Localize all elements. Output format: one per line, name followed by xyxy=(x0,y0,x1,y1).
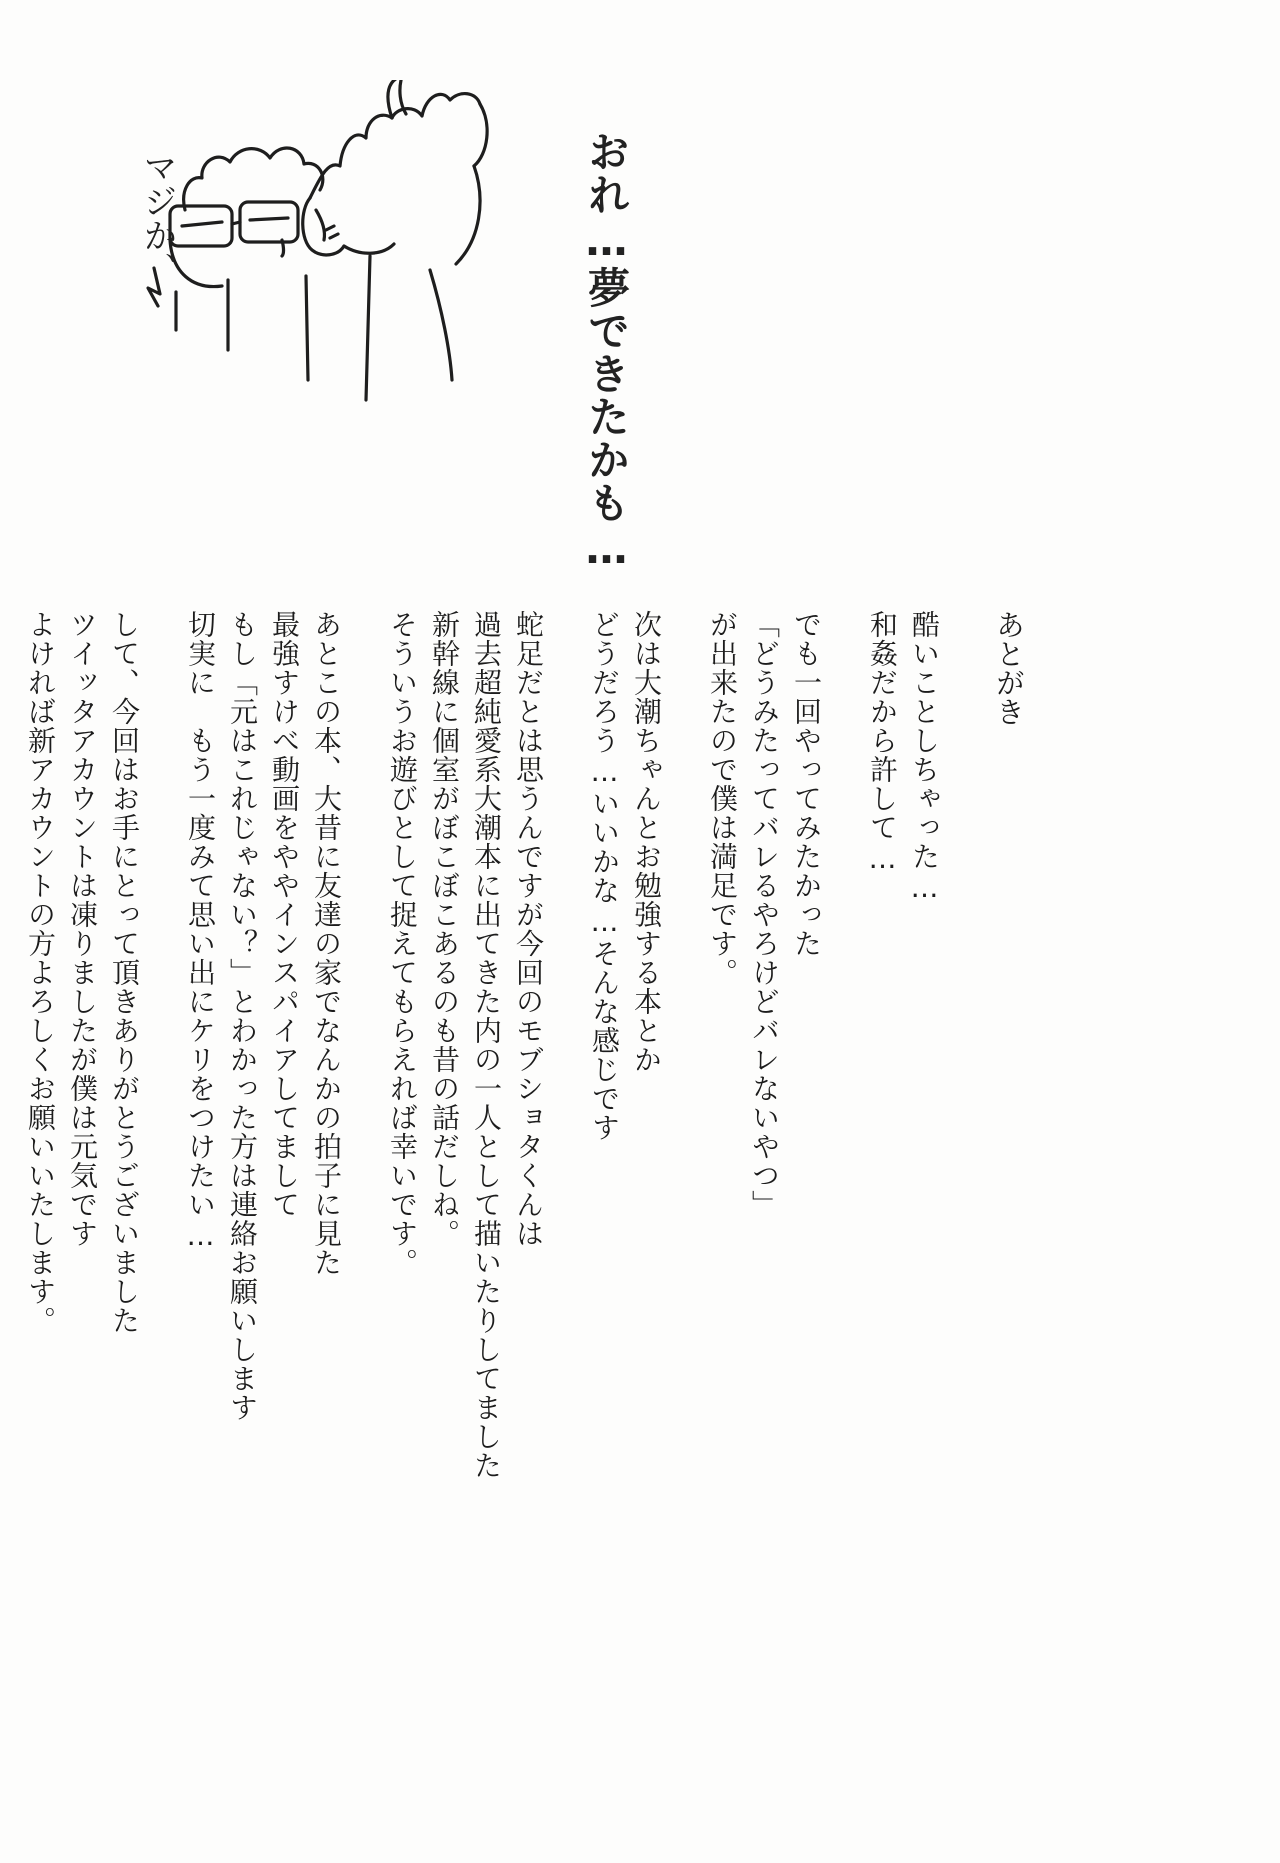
speech-shout-bubble: おれ…夢できたかも… xyxy=(582,130,631,574)
afterword-line: あとこの本、大昔に友達の家でなんかの拍子に見た xyxy=(310,610,343,1277)
afterword-heading: あとがき xyxy=(992,610,1026,726)
afterword-line: 最強すけべ動画をややインスパイアしてまして xyxy=(268,610,301,1219)
afterword-line: よければ新アカウントの方よろしくお願いいたします。 xyxy=(24,610,57,1335)
afterword-column xyxy=(0,610,1030,1670)
two-characters-sketch xyxy=(130,80,610,500)
afterword-line: 酷いことしちゃった… xyxy=(908,610,941,905)
afterword-line: 蛇足だとは思うんですが今回のモブショタくんは xyxy=(512,610,545,1248)
afterword-line: 和姦だから許して… xyxy=(866,610,899,876)
afterword-line: でも一回やってみたかった xyxy=(790,610,823,958)
afterword-line: どうだろう…いいかな…そんな感じです xyxy=(588,610,621,1142)
afterword-paragraph xyxy=(381,610,549,1670)
afterword-line: 切実に もう一度みて思い出にケリをつけたい… xyxy=(184,610,217,1253)
afterword-line: 「どうみたってバレるやろけどバレないやつ」 xyxy=(748,610,781,1219)
character-drawing xyxy=(130,80,610,500)
afterword-paragraph xyxy=(179,610,347,1670)
afterword-paragraph xyxy=(583,610,667,1670)
speech-mutter-bubble: マジか、 xyxy=(137,150,177,286)
afterword-paragraph xyxy=(701,610,827,1670)
afterword-line: そういうお遊びとして捉えてもらえれば幸いです。 xyxy=(386,610,419,1277)
afterword-line: もし「元はこれじゃない？」とわかった方は連絡お願いします xyxy=(226,610,259,1422)
afterword-line: が出来たので僕は満足です。 xyxy=(706,610,739,987)
afterword-line: 次は大潮ちゃんとお勉強する本とか xyxy=(630,610,663,1074)
afterword-line: ツイッタアカウントは凍りましたが僕は元気です xyxy=(66,610,99,1248)
afterword-paragraph xyxy=(19,610,145,1670)
afterword-line: して、今回はお手にとって頂きありがとうございました xyxy=(108,610,141,1335)
afterword-line: 過去超純愛系大潮本に出てきた内の一人として描いたりしてました xyxy=(470,610,503,1480)
afterword-line: 新幹線に個室がぼこぼこあるのも昔の話だしね。 xyxy=(428,610,461,1248)
afterword-paragraph xyxy=(861,610,945,1670)
